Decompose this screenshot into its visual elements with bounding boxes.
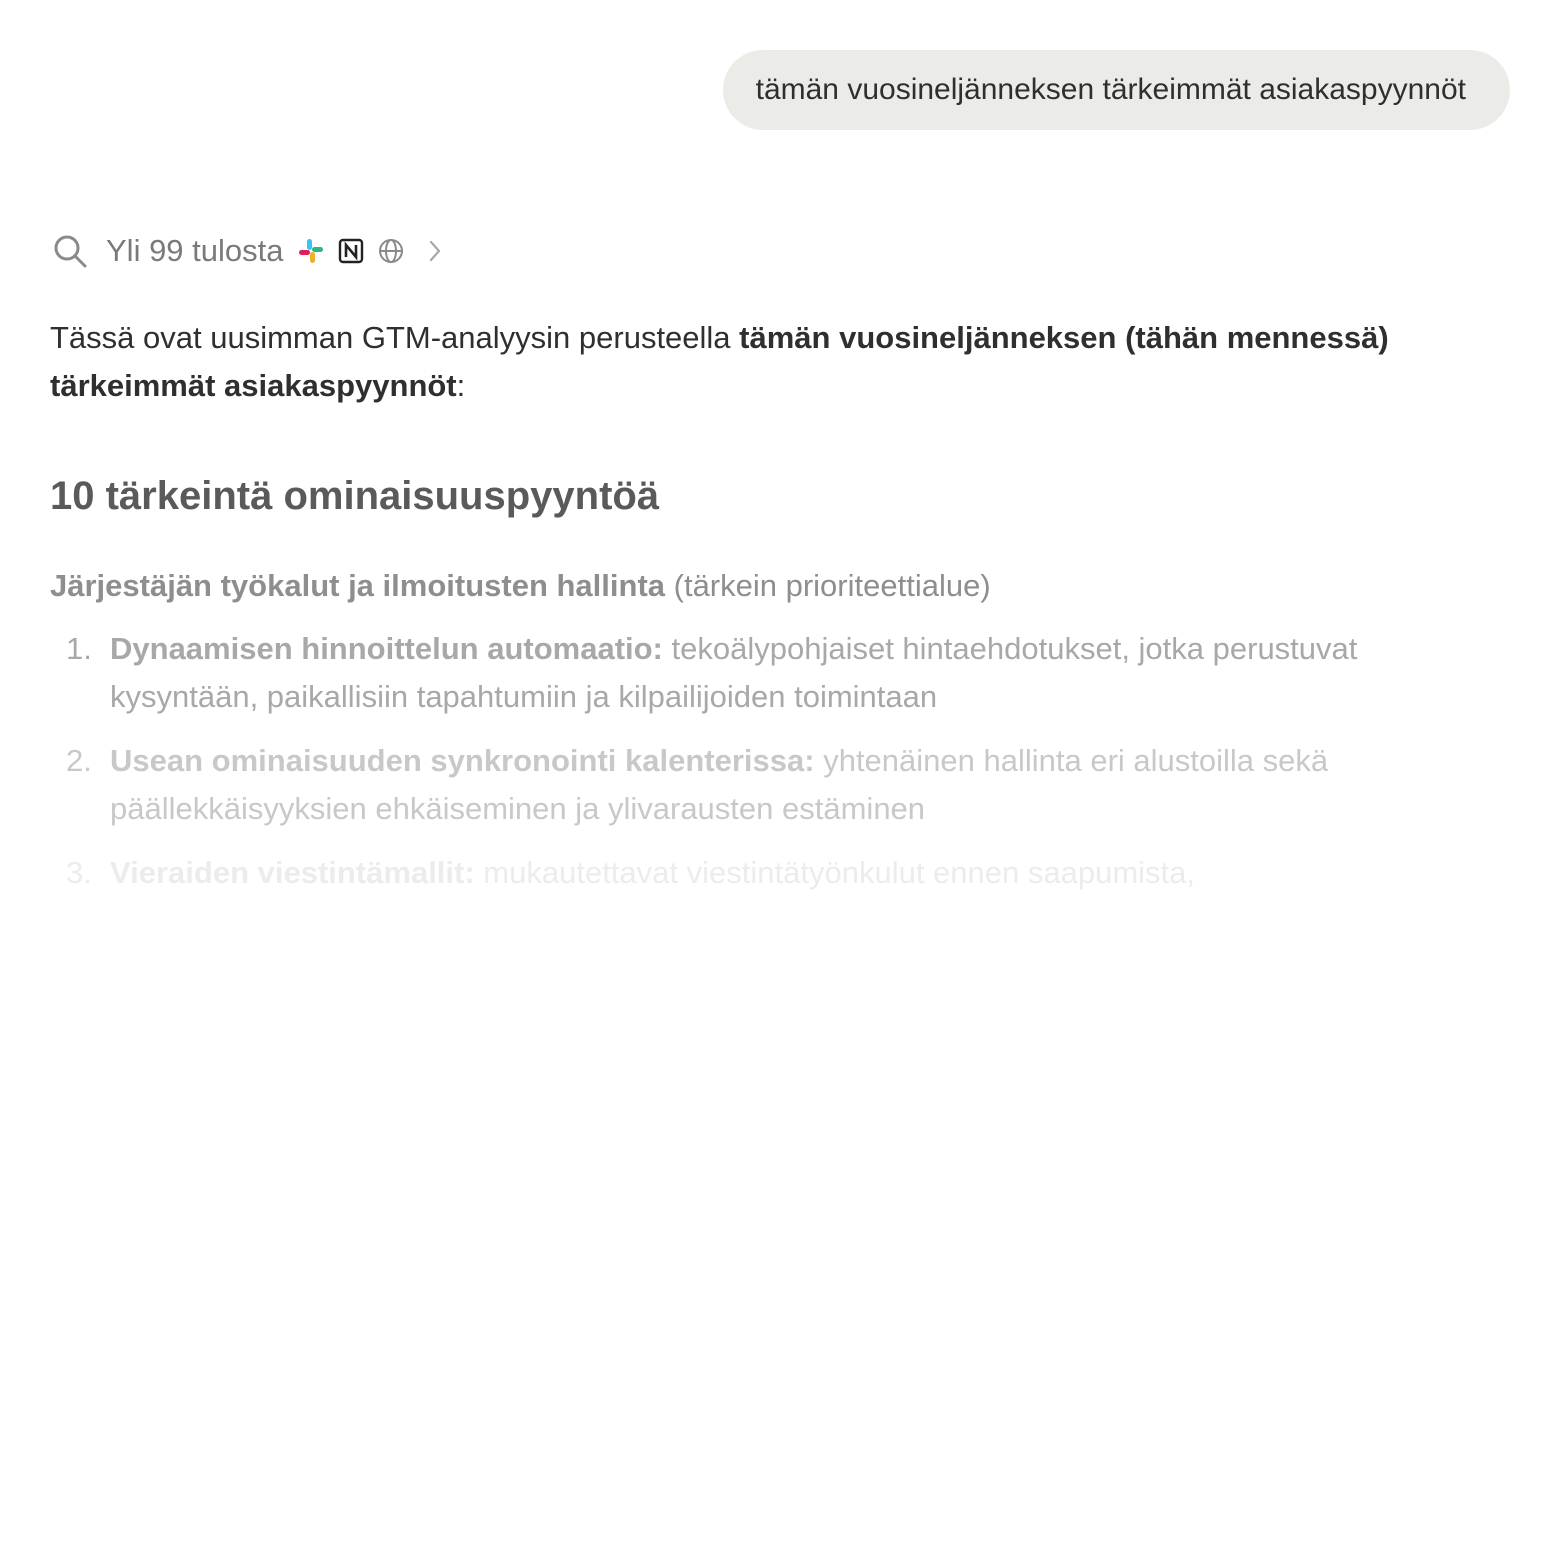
list-item-number: 1.: [66, 631, 92, 666]
answer-intro: [50, 314, 1510, 410]
list-item: [50, 625, 1510, 721]
list-item-title: Usean ominaisuuden synkronointi kalenterissa:: [110, 743, 815, 778]
intro-text: Tässä ovat uusimman GTM-analyysin perusteella: [50, 320, 740, 355]
slack-icon: [296, 236, 326, 266]
list-item-title: Vieraiden viestintämallit:: [110, 855, 475, 890]
section-title-bold: Järjestäjän työkalut ja ilmoitusten hallinta: [50, 568, 666, 603]
list-item-number: 2.: [66, 743, 92, 778]
intro-emphasis: tämän vuosineljänneksen (tähän mennessä) tärkeimmät asiakaspyynnöt: [50, 320, 1389, 403]
sources-count-label: Yli 99 tulosta: [106, 233, 284, 268]
assistant-answer: [50, 314, 1510, 915]
list-item-text: tekoälypohjaiset hintaehdotukset, jotka perustuvat kysyntään, paikallisiin tapahtumiin ja kilpailijoiden toimintaan: [110, 631, 1358, 714]
intro-end: :: [456, 368, 466, 403]
notion-icon: [336, 236, 366, 266]
sources-summary-button[interactable]: [50, 226, 450, 276]
search-icon: [50, 231, 90, 271]
list-item-number: 3.: [66, 855, 92, 890]
user-message-text: tämän vuosineljänneksen tärkeimmät asiakaspyynnöt: [755, 73, 1466, 106]
list-item-text: mukautettavat viestintätyönkulut ennen saapumista,: [474, 855, 1195, 890]
list-item: [50, 849, 1510, 899]
chevron-right-icon: [420, 236, 450, 266]
feature-request-list: [50, 625, 1510, 899]
globe-icon: [376, 236, 406, 266]
section-title-note: (tärkein prioriteettialue): [665, 568, 991, 603]
list-item: [50, 737, 1510, 833]
section-title: [50, 562, 1510, 610]
answer-heading: 10 tärkeintä ominaisuuspyyntöä: [50, 474, 660, 518]
list-item-title: Dynaamisen hinnoittelun automaatio:: [110, 631, 663, 666]
list-item-text: yhtenäinen hallinta eri alustoilla sekä päällekkäisyyksien ehkäiseminen ja ylivarausten estäminen: [110, 743, 1329, 826]
user-message-bubble: [723, 50, 1510, 130]
